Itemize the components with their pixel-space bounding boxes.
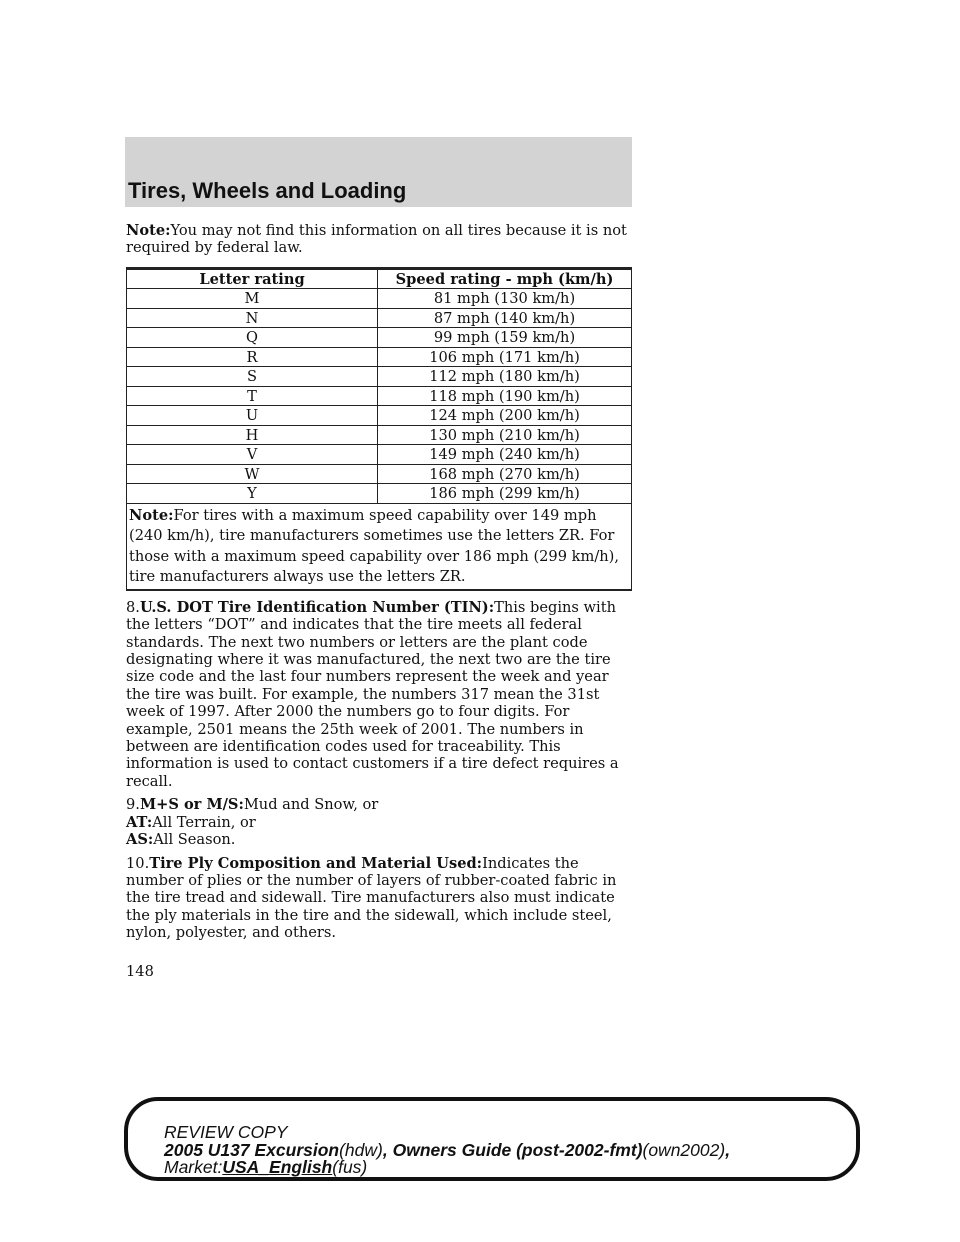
speed-cell: 130 mph (210 km/h): [378, 425, 632, 445]
item-text: All Season.: [153, 831, 236, 849]
speed-rating-table: [126, 267, 632, 591]
comma: ,: [725, 1139, 731, 1160]
table-row: [127, 347, 632, 367]
market-label: Market:: [164, 1157, 223, 1177]
own-code: (own2002): [642, 1139, 726, 1160]
item-text: Mud and Snow, or: [243, 796, 379, 814]
item-text: Indicates the number of plies or the number of layers of rubber-coated fabric in the tire tread and sidewall. Tire manufacturers also must indicate the ply materials in the tire and the sidewall, which include steel, nylon, polyester, and others.: [126, 854, 617, 942]
item-number: 10.: [126, 854, 150, 872]
table-row: [127, 484, 632, 504]
speed-cell: 186 mph (299 km/h): [378, 484, 632, 504]
item-label: Tire Ply Composition and Material Used:: [149, 854, 483, 872]
letter-cell: Y: [127, 484, 378, 504]
item-label: U.S. DOT Tire Identification Number (TIN):: [139, 598, 495, 616]
item-label: M+S or M/S:: [139, 796, 244, 814]
speed-cell: 168 mph (270 km/h): [378, 464, 632, 484]
note-paragraph: [126, 222, 632, 257]
letter-cell: M: [127, 289, 378, 309]
item-text: This begins with the letters “DOT” and indicates that the tire meets all federal standards. The next two numbers or letters are the plant code designating where it was manufactured, the next two are the tire size code and the last four numbers represent the week and year the tire was built. For example, the numbers 317 mean the 31st week of 1997. After 2000 the numbers go to four digits. For example, 2501 means the 25th week of 2001. The numbers in between are identification codes used for traceability. This information is used to contact customers if a tire defect requires a recall.: [126, 598, 619, 790]
table-row: [127, 308, 632, 328]
letter-cell: V: [127, 445, 378, 465]
table-row: [127, 367, 632, 387]
header-letter-rating: Letter rating: [127, 268, 378, 289]
table-note: [127, 503, 632, 590]
table-row: [127, 445, 632, 465]
speed-cell: 118 mph (190 km/h): [378, 386, 632, 406]
table-row: [127, 328, 632, 348]
table-row: [127, 425, 632, 445]
list-item-9-at: [126, 814, 632, 831]
table-row: [127, 289, 632, 309]
speed-cell: 81 mph (130 km/h): [378, 289, 632, 309]
speed-cell: 99 mph (159 km/h): [378, 328, 632, 348]
table-note-text: For tires with a maximum speed capability over 149 mph (240 km/h), tire manufacturers sometimes use the letters ZR. For those with a maximum speed capability over 186 mph (299 km/h), tire manufacturers always use the letters ZR.: [129, 506, 619, 586]
item-text: All Terrain, or: [152, 813, 256, 831]
table-row: [127, 464, 632, 484]
market-value: USA_English: [222, 1157, 333, 1177]
item-number: 9.: [126, 796, 140, 814]
review-copy-label: REVIEW COPY: [164, 1122, 288, 1142]
table-note-row: [127, 503, 632, 590]
header-speed-rating: Speed rating - mph (km/h): [378, 268, 632, 289]
note-label: Note:: [126, 222, 171, 239]
item-label: AS:: [126, 831, 154, 849]
speed-cell: 124 mph (200 km/h): [378, 406, 632, 426]
list-item-9-as: [126, 831, 632, 848]
vehicle-name: 2005 U137 Excursion: [164, 1139, 340, 1160]
list-item-10: [126, 855, 632, 942]
speed-cell: 87 mph (140 km/h): [378, 308, 632, 328]
speed-cell: 112 mph (180 km/h): [378, 367, 632, 387]
item-label: AT:: [126, 813, 153, 831]
speed-cell: 149 mph (240 km/h): [378, 445, 632, 465]
table-row: [127, 386, 632, 406]
item-number: 8.: [126, 598, 140, 616]
letter-cell: H: [127, 425, 378, 445]
table-note-label: Note:: [129, 506, 174, 524]
section-title: Tires, Wheels and Loading: [128, 178, 407, 203]
review-copy-market-line: [164, 1159, 864, 1177]
speed-cell: 106 mph (171 km/h): [378, 347, 632, 367]
table-row: [127, 406, 632, 426]
fus-code: (fus): [332, 1157, 368, 1177]
hdw-code: (hdw): [339, 1139, 383, 1160]
letter-cell: R: [127, 347, 378, 367]
note-text: You may not find this information on all tires because it is not required by federal law.: [126, 222, 627, 257]
letter-cell: W: [127, 464, 378, 484]
letter-cell: Q: [127, 328, 378, 348]
letter-cell: U: [127, 406, 378, 426]
letter-cell: T: [127, 386, 378, 406]
table-header-row: [127, 268, 632, 289]
letter-cell: N: [127, 308, 378, 328]
list-item-9: [126, 796, 632, 813]
letter-cell: S: [127, 367, 378, 387]
page-content: [126, 222, 632, 948]
page-number: 148: [126, 963, 154, 980]
guide-name: , Owners Guide (post-2002-fmt): [382, 1139, 643, 1160]
review-copy-text: [164, 1124, 864, 1177]
list-item-8: [126, 599, 632, 790]
